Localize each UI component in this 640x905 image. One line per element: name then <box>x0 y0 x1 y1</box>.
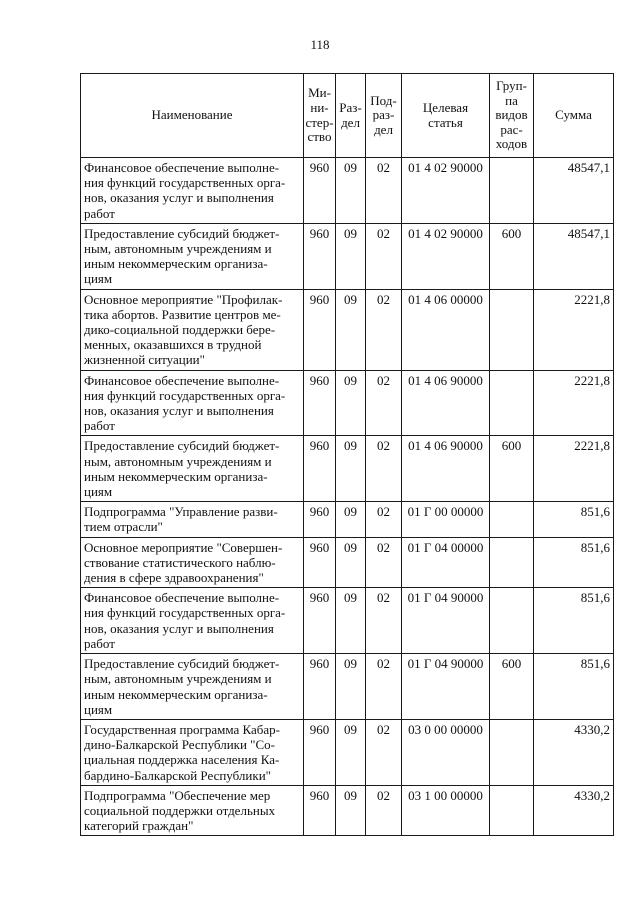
header-name: Наименование <box>81 74 304 158</box>
table-row <box>81 436 614 502</box>
cell-target-text: 01 4 02 90000 <box>408 160 483 175</box>
cell-subsection <box>366 537 402 588</box>
cell-subsection <box>366 370 402 436</box>
cell-target <box>402 289 490 370</box>
cell-ministry-text: 960 <box>309 225 330 241</box>
cell-ministry-text: 960 <box>309 160 330 175</box>
table-row <box>81 289 614 370</box>
cell-subsection <box>366 289 402 370</box>
budget-table <box>80 73 614 836</box>
cell-ministry <box>304 370 336 436</box>
cell-section-text: 09 <box>344 590 357 606</box>
cell-section <box>336 537 366 588</box>
cell-subsection <box>366 719 402 785</box>
cell-subsection-text: 02 <box>377 225 390 241</box>
cell-ministry-text: 960 <box>309 291 330 307</box>
cell-target-text: 01 Г 04 90000 <box>407 656 484 672</box>
cell-section <box>336 502 366 537</box>
cell-group <box>490 289 534 370</box>
cell-ministry-text: 960 <box>309 504 330 520</box>
cell-target <box>402 588 490 654</box>
cell-ministry-text: 960 <box>309 656 330 672</box>
table-row <box>81 223 614 289</box>
header-sum: Сумма <box>534 74 614 158</box>
cell-sum-text: 2221,8 <box>574 372 610 388</box>
cell-group <box>490 719 534 785</box>
table-row <box>81 785 614 836</box>
table-header <box>81 74 614 158</box>
cell-ministry <box>304 654 336 720</box>
cell-section <box>336 719 366 785</box>
cell-ministry <box>304 289 336 370</box>
cell-group-text: 600 <box>501 438 522 454</box>
cell-name-text: Подпрограмма "Обеспечение мер социальной поддержки отдельных категорий граждан" <box>84 787 276 834</box>
cell-group <box>490 537 534 588</box>
cell-section <box>336 436 366 502</box>
cell-sum-text: 851,6 <box>580 656 610 672</box>
cell-subsection-text: 02 <box>377 787 390 803</box>
cell-ministry-text: 960 <box>309 372 330 388</box>
cell-name <box>81 785 304 836</box>
cell-sum-text: 851,6 <box>580 590 610 606</box>
cell-section <box>336 223 366 289</box>
cell-name-text: Финансовое обеспечение выполне- ния функций государственных орга- нов, оказания услуг и выполнения работ <box>84 590 286 651</box>
cell-group <box>490 785 534 836</box>
cell-section <box>336 370 366 436</box>
header-ministry: Ми- ни- стер- ство <box>304 74 336 158</box>
cell-ministry-text: 960 <box>309 539 330 555</box>
cell-target-text: 01 4 06 90000 <box>408 372 483 388</box>
cell-sum-text: 2221,8 <box>574 291 610 307</box>
cell-name-text: Предоставление субсидий бюджет- ным, автономным учреждениям и иным некоммерческим организа- циям <box>84 656 280 717</box>
table-row <box>81 370 614 436</box>
cell-subsection <box>366 436 402 502</box>
cell-section <box>336 588 366 654</box>
cell-section <box>336 785 366 836</box>
cell-group-text: 600 <box>501 656 522 672</box>
cell-sum-text: 851,6 <box>580 539 610 555</box>
cell-subsection <box>366 502 402 537</box>
table-row <box>81 502 614 537</box>
cell-name <box>81 502 304 537</box>
cell-sum-text: 4330,2 <box>574 787 610 803</box>
cell-name-text: Финансовое обеспечение выполне- ния функций государственных орга- нов, оказания услуг и выполнения работ <box>84 372 286 434</box>
cell-subsection-text: 02 <box>377 721 390 737</box>
table-row <box>81 654 614 720</box>
cell-group <box>490 223 534 289</box>
cell-sum <box>534 719 614 785</box>
table-body <box>81 158 614 836</box>
page-number: 118 <box>310 37 330 52</box>
cell-sum-text: 851,6 <box>580 504 610 520</box>
cell-subsection-text: 02 <box>377 656 390 672</box>
cell-ministry <box>304 436 336 502</box>
cell-target <box>402 785 490 836</box>
cell-subsection <box>366 588 402 654</box>
cell-name <box>81 223 304 289</box>
cell-ministry <box>304 785 336 836</box>
cell-subsection-text: 02 <box>377 291 390 307</box>
cell-section-text: 09 <box>344 721 357 737</box>
cell-subsection <box>366 785 402 836</box>
cell-target-text: 03 0 00 00000 <box>408 721 483 737</box>
cell-sum <box>534 223 614 289</box>
cell-sum-text: 4330,2 <box>574 721 610 737</box>
cell-sum <box>534 537 614 588</box>
cell-target-text: 01 4 02 90000 <box>408 225 483 241</box>
cell-section <box>336 289 366 370</box>
cell-name <box>81 158 304 224</box>
cell-name <box>81 436 304 502</box>
cell-target-text: 01 Г 04 90000 <box>407 590 484 606</box>
cell-sum <box>534 289 614 370</box>
cell-target-text: 03 1 00 00000 <box>408 787 483 803</box>
cell-subsection-text: 02 <box>377 160 390 175</box>
cell-group <box>490 654 534 720</box>
cell-target <box>402 719 490 785</box>
cell-ministry <box>304 588 336 654</box>
cell-section-text: 09 <box>344 787 357 803</box>
cell-sum <box>534 588 614 654</box>
cell-name-text: Финансовое обеспечение выполне- ния функций государственных орга- нов, оказания услуг и выполнения работ <box>84 160 286 221</box>
cell-name <box>81 654 304 720</box>
header-target: Целевая статья <box>402 74 490 158</box>
cell-section-text: 09 <box>344 160 357 175</box>
cell-sum <box>534 654 614 720</box>
table-row <box>81 537 614 588</box>
cell-sum <box>534 158 614 224</box>
cell-name-text: Предоставление субсидий бюджет- ным, автономным учреждениям и иным некоммерческим организа- циям <box>84 225 280 287</box>
cell-target <box>402 654 490 720</box>
cell-target <box>402 370 490 436</box>
header-group: Груп- па видов рас- ходов <box>490 74 534 158</box>
cell-section-text: 09 <box>344 372 357 388</box>
cell-section-text: 09 <box>344 504 357 520</box>
cell-target-text: 01 4 06 00000 <box>408 291 483 307</box>
cell-target <box>402 223 490 289</box>
cell-sum-text: 48547,1 <box>567 225 610 241</box>
cell-target <box>402 436 490 502</box>
cell-name <box>81 537 304 588</box>
cell-target-text: 01 Г 00 00000 <box>407 504 484 520</box>
cell-name-text: Основное мероприятие "Совершен- ствование статистического наблю- дения в сфере здравоохранения" <box>84 539 283 586</box>
cell-subsection-text: 02 <box>377 504 390 520</box>
table-row <box>81 588 614 654</box>
cell-name <box>81 719 304 785</box>
cell-sum <box>534 436 614 502</box>
cell-ministry-text: 960 <box>309 787 330 803</box>
cell-sum-text: 48547,1 <box>567 160 610 175</box>
cell-subsection <box>366 223 402 289</box>
cell-group <box>490 370 534 436</box>
cell-name-text: Подпрограмма "Управление разви- тием отрасли" <box>84 504 278 535</box>
cell-subsection-text: 02 <box>377 372 390 388</box>
cell-group <box>490 502 534 537</box>
cell-group <box>490 588 534 654</box>
cell-section-text: 09 <box>344 539 357 555</box>
cell-ministry-text: 960 <box>309 590 330 606</box>
cell-name <box>81 370 304 436</box>
cell-sum-text: 2221,8 <box>574 438 610 454</box>
cell-sum <box>534 502 614 537</box>
cell-name <box>81 289 304 370</box>
cell-target <box>402 502 490 537</box>
cell-subsection-text: 02 <box>377 539 390 555</box>
header-section: Раз- дел <box>336 74 366 158</box>
cell-section-text: 09 <box>344 291 357 307</box>
cell-target <box>402 158 490 224</box>
cell-section-text: 09 <box>344 656 357 672</box>
cell-ministry <box>304 158 336 224</box>
cell-target-text: 01 4 06 90000 <box>408 438 483 454</box>
cell-name <box>81 588 304 654</box>
cell-name-text: Государственная программа Кабар- дино-Балкарской Республики "Со- циальная поддержка населения Ка- бардино-Балкарской Республики" <box>84 721 280 783</box>
cell-subsection-text: 02 <box>377 438 390 454</box>
cell-ministry <box>304 719 336 785</box>
cell-sum <box>534 370 614 436</box>
cell-section-text: 09 <box>344 438 357 454</box>
cell-group <box>490 436 534 502</box>
cell-ministry-text: 960 <box>309 438 330 454</box>
cell-ministry <box>304 223 336 289</box>
table-row <box>81 719 614 785</box>
cell-target-text: 01 Г 04 00000 <box>407 539 484 555</box>
cell-section-text: 09 <box>344 225 357 241</box>
cell-ministry <box>304 537 336 588</box>
cell-section <box>336 654 366 720</box>
cell-subsection-text: 02 <box>377 590 390 606</box>
cell-subsection <box>366 654 402 720</box>
header-subsection: Под- раз- дел <box>366 74 402 158</box>
cell-section <box>336 158 366 224</box>
cell-group <box>490 158 534 224</box>
cell-group-text: 600 <box>501 225 522 241</box>
header-row <box>81 74 614 158</box>
cell-ministry <box>304 502 336 537</box>
cell-target <box>402 537 490 588</box>
cell-sum <box>534 785 614 836</box>
cell-ministry-text: 960 <box>309 721 330 737</box>
cell-name-text: Основное мероприятие "Профилак- тика абортов. Развитие центров ме- дико-социальной поддержки бере- менных, оказавшихся в трудной жизненной ситуации" <box>84 291 283 368</box>
cell-name-text: Предоставление субсидий бюджет- ным, автономным учреждениям и иным некоммерческим организа- циям <box>84 438 280 500</box>
table-row <box>81 158 614 224</box>
cell-subsection <box>366 158 402 224</box>
